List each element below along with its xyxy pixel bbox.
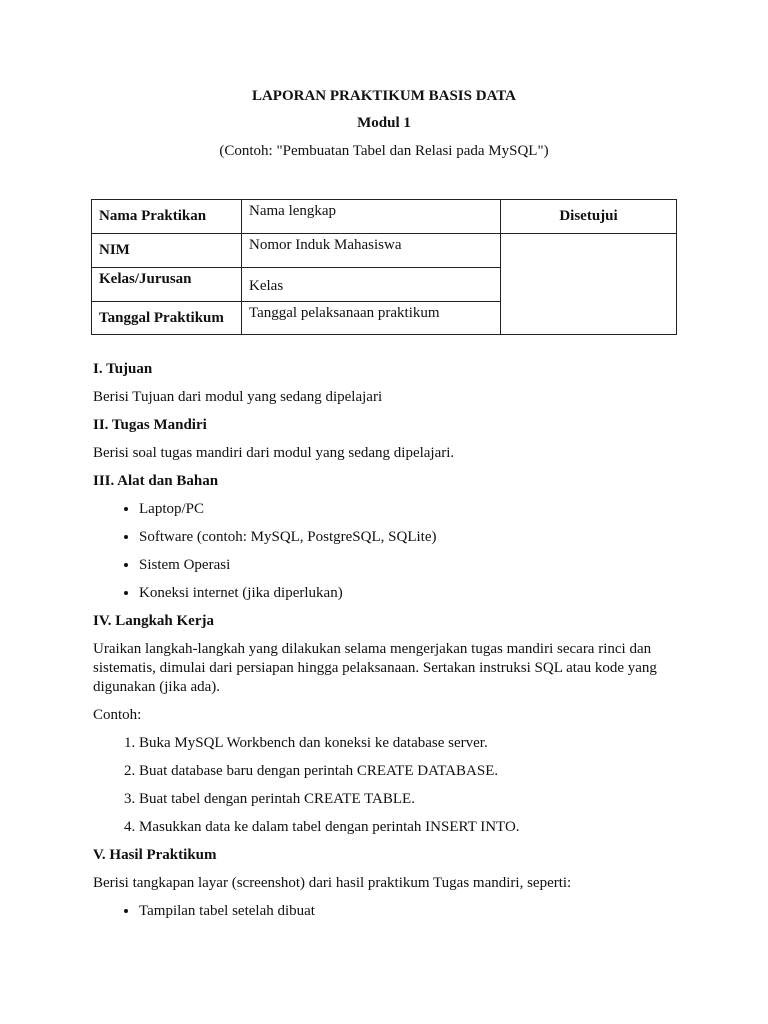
list-item: • Sistem Operasi — [139, 556, 683, 575]
table-row — [92, 200, 677, 234]
list-item: 4. Masukkan data ke dalam tabel dengan perintah INSERT INTO. — [139, 818, 683, 837]
list-item: 3. Buat tabel dengan perintah CREATE TABLE. — [139, 790, 683, 809]
table-row — [92, 234, 677, 268]
approval-signature-cell — [501, 234, 677, 335]
report-title: LAPORAN PRAKTIKUM BASIS DATA — [251, 88, 517, 104]
list-item: 1. Buka MySQL Workbench dan koneksi ke database server. — [139, 734, 683, 753]
row-value: Kelas — [242, 268, 501, 302]
row-value: Nomor Induk Mahasiswa — [242, 234, 501, 268]
section-heading-langkah: IV. Langkah Kerja — [93, 613, 214, 629]
list-item: • Software (contoh: MySQL, PostgreSQL, SQLite) — [139, 528, 683, 547]
list-item: 2. Buat database baru dengan perintah CREATE DATABASE. — [139, 762, 683, 781]
section-heading-tugas: II. Tugas Mandiri — [93, 417, 207, 433]
section-heading-hasil: V. Hasil Praktikum — [93, 847, 217, 863]
section-heading-alat: III. Alat dan Bahan — [93, 473, 219, 489]
row-value: Nama lengkap — [242, 200, 501, 234]
row-label: Nama Praktikan — [92, 200, 242, 234]
steps-list — [93, 734, 683, 837]
example-label: Contoh: — [93, 707, 142, 723]
section-text-tugas: Berisi soal tugas mandiri dari modul yang sedang dipelajari. — [93, 445, 455, 461]
list-item: • Koneksi internet (jika diperlukan) — [139, 584, 683, 603]
section-text-tujuan: Berisi Tujuan dari modul yang sedang dipelajari — [93, 389, 383, 405]
list-item: • Tampilan tabel setelah dibuat — [139, 902, 683, 921]
list-item: • Laptop/PC — [139, 500, 683, 519]
row-label: Kelas/Jurusan — [92, 268, 242, 302]
report-content — [93, 360, 683, 930]
row-value: Tanggal pelaksanaan praktikum — [242, 302, 501, 335]
section-text-langkah: Uraikan langkah-langkah yang dilakukan selama mengerjakan tugas mandiri secara rinci dan sistematis, dimulai dari persiapan hingga pelaksanaan. Sertakan instruksi SQL atau kode yang digunakan (jika ada). — [93, 641, 657, 695]
section-text-hasil: Berisi tangkapan layar (screenshot) dari hasil praktikum Tugas mandiri, seperti: — [93, 875, 572, 891]
student-info-table — [91, 199, 677, 335]
section-heading-tujuan: I. Tujuan — [93, 361, 153, 377]
row-label: Tanggal Praktikum — [92, 302, 242, 335]
approval-header: Disetujui — [501, 200, 677, 234]
module-title: Modul 1 — [357, 115, 411, 131]
module-example: (Contoh: "Pembuatan Tabel dan Relasi pada MySQL") — [219, 143, 549, 159]
row-label: NIM — [92, 234, 242, 268]
results-list — [93, 902, 683, 921]
tools-list — [93, 500, 683, 603]
